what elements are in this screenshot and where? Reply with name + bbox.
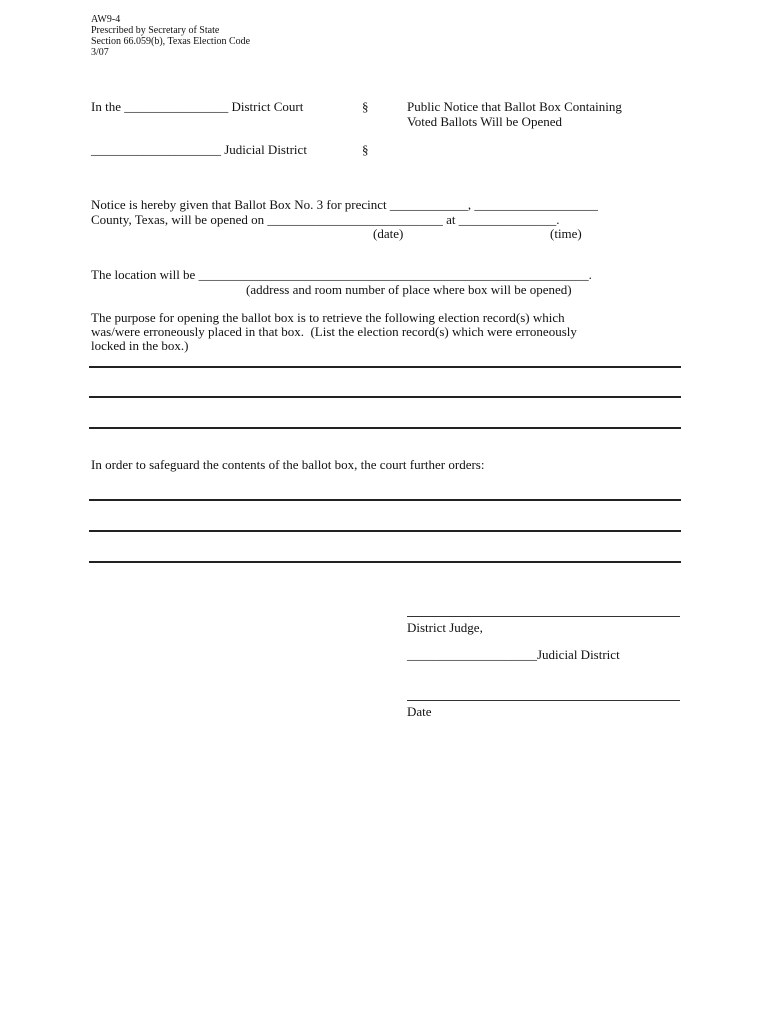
notice-title-line-1: Public Notice that Ballot Box Containing bbox=[407, 99, 622, 114]
records-entry-line bbox=[89, 427, 681, 429]
judicial-district-line: ____________________ Judicial District bbox=[91, 142, 307, 157]
purpose-line-3: locked in the box.) bbox=[91, 338, 189, 353]
date-label: Date bbox=[407, 704, 432, 719]
records-entry-line bbox=[89, 396, 681, 398]
code-section: Section 66.059(b), Texas Election Code bbox=[91, 36, 251, 47]
purpose-line-2: was/were erroneously placed in that box. (List the election record(s) which were erroneously bbox=[91, 324, 577, 339]
section-mark: § bbox=[362, 99, 369, 114]
court-line: In the ________________ District Court bbox=[91, 99, 304, 114]
safeguard-text: In order to safeguard the contents of the ballot box, the court further orders: bbox=[91, 457, 485, 472]
time-caption: (time) bbox=[550, 226, 582, 241]
notice-line-2: County, Texas, will be opened on ___________________________ at _______________. bbox=[91, 212, 560, 227]
purpose-line-1: The purpose for opening the ballot box is to retrieve the following election record(s) which bbox=[91, 310, 565, 325]
orders-entry-line bbox=[89, 499, 681, 501]
orders-entry-line bbox=[89, 530, 681, 532]
signature-judicial-district: ____________________Judicial District bbox=[407, 647, 620, 662]
prescribed-by: Prescribed by Secretary of State bbox=[91, 25, 220, 36]
judge-signature-line bbox=[407, 616, 680, 617]
notice-title-line-2: Voted Ballots Will be Opened bbox=[407, 114, 562, 129]
location-line: The location will be ____________________________________________________________. bbox=[91, 267, 592, 282]
location-caption: (address and room number of place where box will be opened) bbox=[246, 282, 572, 297]
form-revision-date: 3/07 bbox=[91, 47, 109, 58]
date-caption: (date) bbox=[373, 226, 404, 241]
orders-entry-line bbox=[89, 561, 681, 563]
section-mark: § bbox=[362, 142, 369, 157]
records-entry-line bbox=[89, 366, 681, 368]
notice-line-1: Notice is hereby given that Ballot Box No. 3 for precinct ____________, ___________________ bbox=[91, 197, 598, 212]
form-id: AW9-4 bbox=[91, 14, 121, 25]
date-signature-line bbox=[407, 700, 680, 701]
district-judge-label: District Judge, bbox=[407, 620, 483, 635]
